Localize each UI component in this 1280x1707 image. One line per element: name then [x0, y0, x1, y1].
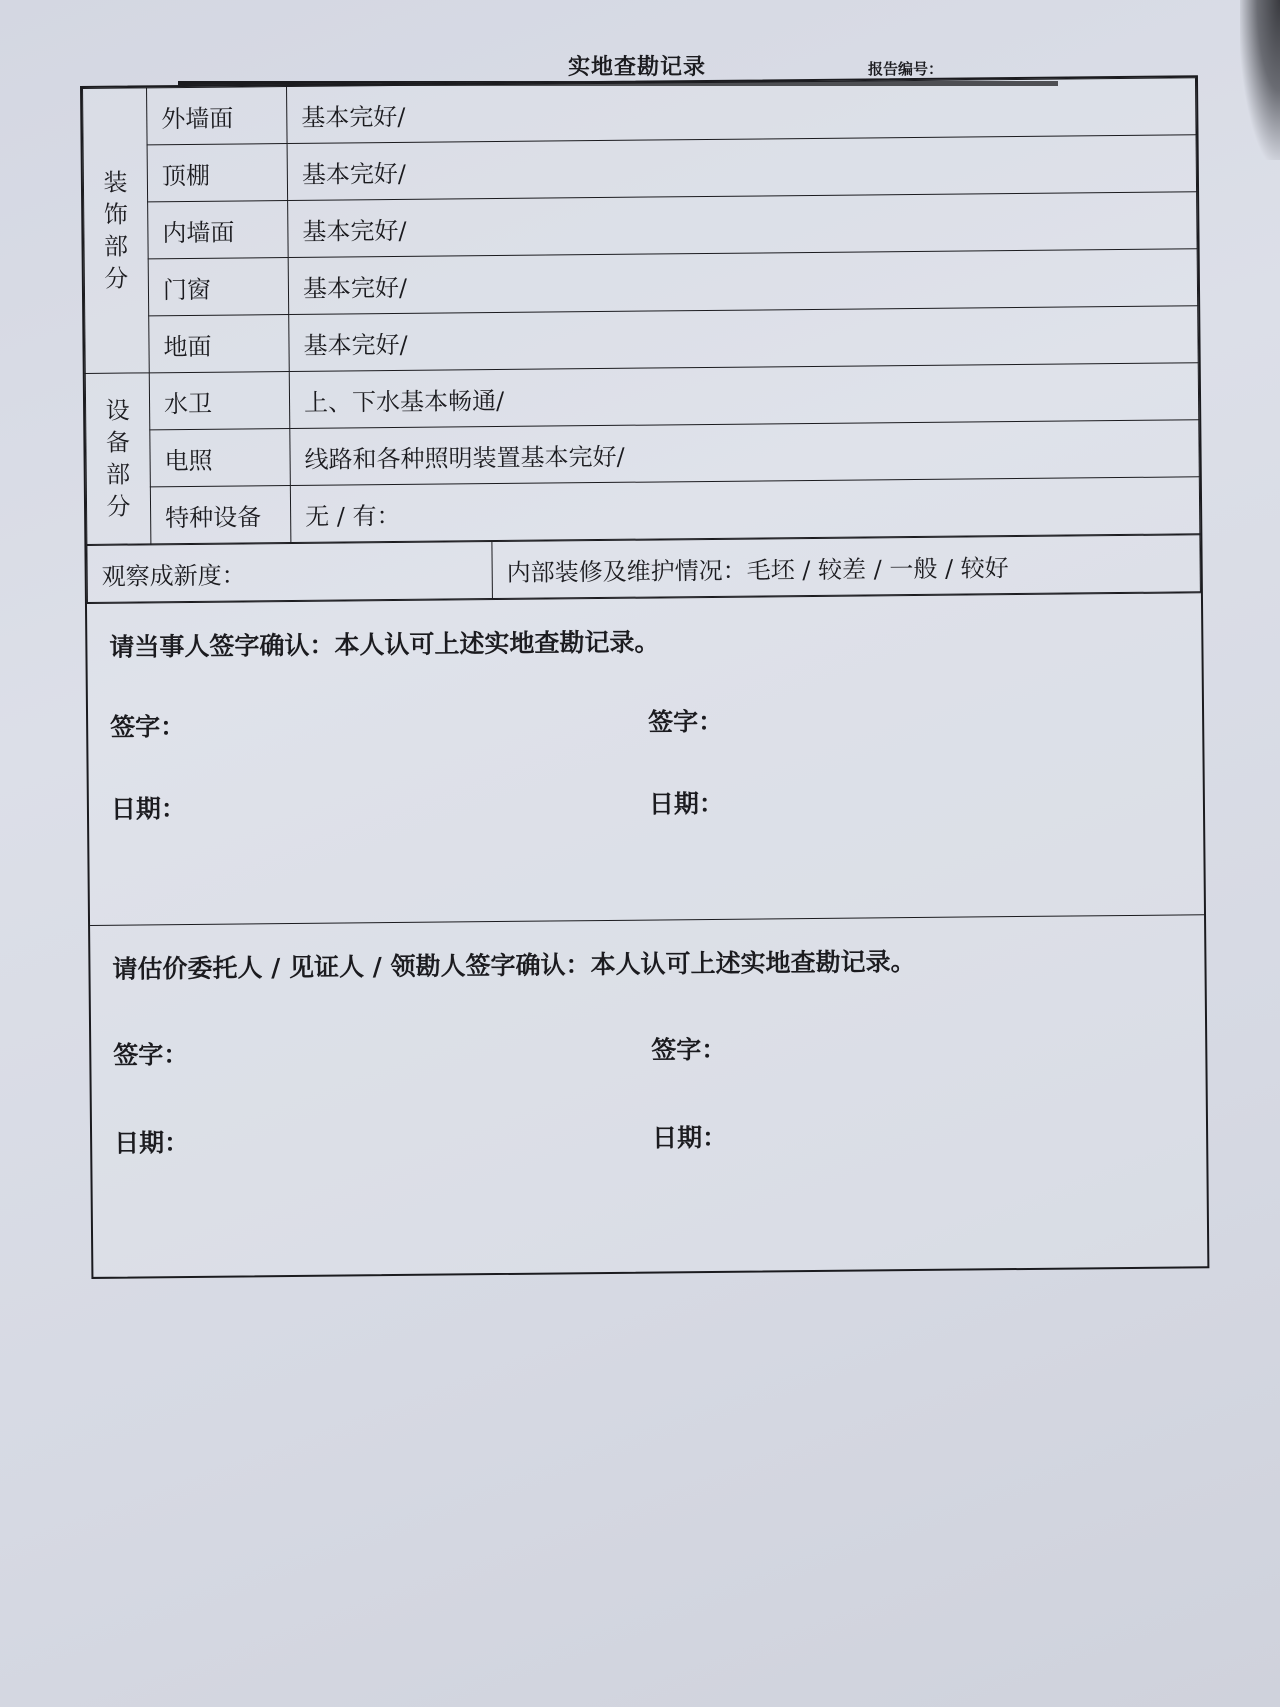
- maintenance-label: 内部装修及维护情况：毛坯 / 较差 / 一般 / 较好: [492, 535, 1201, 599]
- value-ceiling: 基本完好/: [287, 135, 1197, 201]
- value-electrical: 线路和各种照明装置基本完好/: [290, 420, 1200, 486]
- table-row: [85, 363, 1198, 431]
- value-plumbing: 上、下水基本畅通/: [289, 363, 1199, 429]
- party-date-right[interactable]: 日期：: [648, 788, 725, 819]
- page-edge-shadow: [1240, 0, 1280, 160]
- table-row: [86, 420, 1199, 488]
- party-confirm-prompt: 请当事人签字确认：本人认可上述实地查勘记录。: [109, 627, 660, 662]
- table-row: [84, 249, 1197, 317]
- item-doors-windows: 门窗: [148, 258, 289, 316]
- value-exterior-wall: 基本完好/: [287, 78, 1197, 144]
- table-row: [85, 306, 1198, 374]
- value-special-equipment: 无 / 有：: [290, 477, 1200, 543]
- equipment-group-label: 设 备 部 分: [85, 373, 151, 545]
- client-date-left[interactable]: 日期：: [114, 1128, 190, 1158]
- item-ceiling: 顶棚: [147, 144, 288, 202]
- item-plumbing: 水卫: [149, 372, 290, 430]
- table-row: [86, 477, 1199, 545]
- client-sign-left[interactable]: 签字：: [113, 1040, 189, 1070]
- item-special-equipment: 特种设备: [150, 485, 291, 543]
- newness-label: 观察成新度：: [87, 542, 493, 603]
- client-confirm-prompt: 请估价委托人 / 见证人 / 领勘人签字确认：本人认可上述实地查勘记录。: [112, 947, 916, 984]
- table-row: [84, 192, 1197, 260]
- value-doors-windows: 基本完好/: [288, 249, 1198, 315]
- value-interior-wall: 基本完好/: [288, 192, 1198, 258]
- inspection-table: [82, 77, 1200, 545]
- client-confirm-section: [90, 914, 1207, 1277]
- report-number-label: 报告编号：: [868, 60, 944, 78]
- party-sign-left[interactable]: 签字：: [110, 712, 186, 742]
- client-sign-right[interactable]: 签字：: [651, 1034, 727, 1065]
- party-date-left[interactable]: 日期：: [110, 794, 187, 824]
- party-confirm-section: [87, 592, 1204, 925]
- item-electrical: 电照: [150, 429, 291, 487]
- survey-form: [80, 75, 1209, 1279]
- table-row: [83, 135, 1196, 203]
- item-floor: 地面: [149, 315, 290, 373]
- client-date-right[interactable]: 日期：: [651, 1122, 728, 1153]
- party-sign-right[interactable]: 签字：: [647, 706, 724, 737]
- page-title: 实地查勘记录: [568, 54, 707, 80]
- item-interior-wall: 内墙面: [148, 201, 289, 259]
- decoration-group-label: 装 饰 部 分: [83, 88, 150, 374]
- table-row: [87, 535, 1200, 603]
- condition-table: [86, 534, 1201, 603]
- item-exterior-wall: 外墙面: [147, 87, 288, 145]
- value-floor: 基本完好/: [289, 306, 1199, 372]
- table-row: [83, 78, 1196, 146]
